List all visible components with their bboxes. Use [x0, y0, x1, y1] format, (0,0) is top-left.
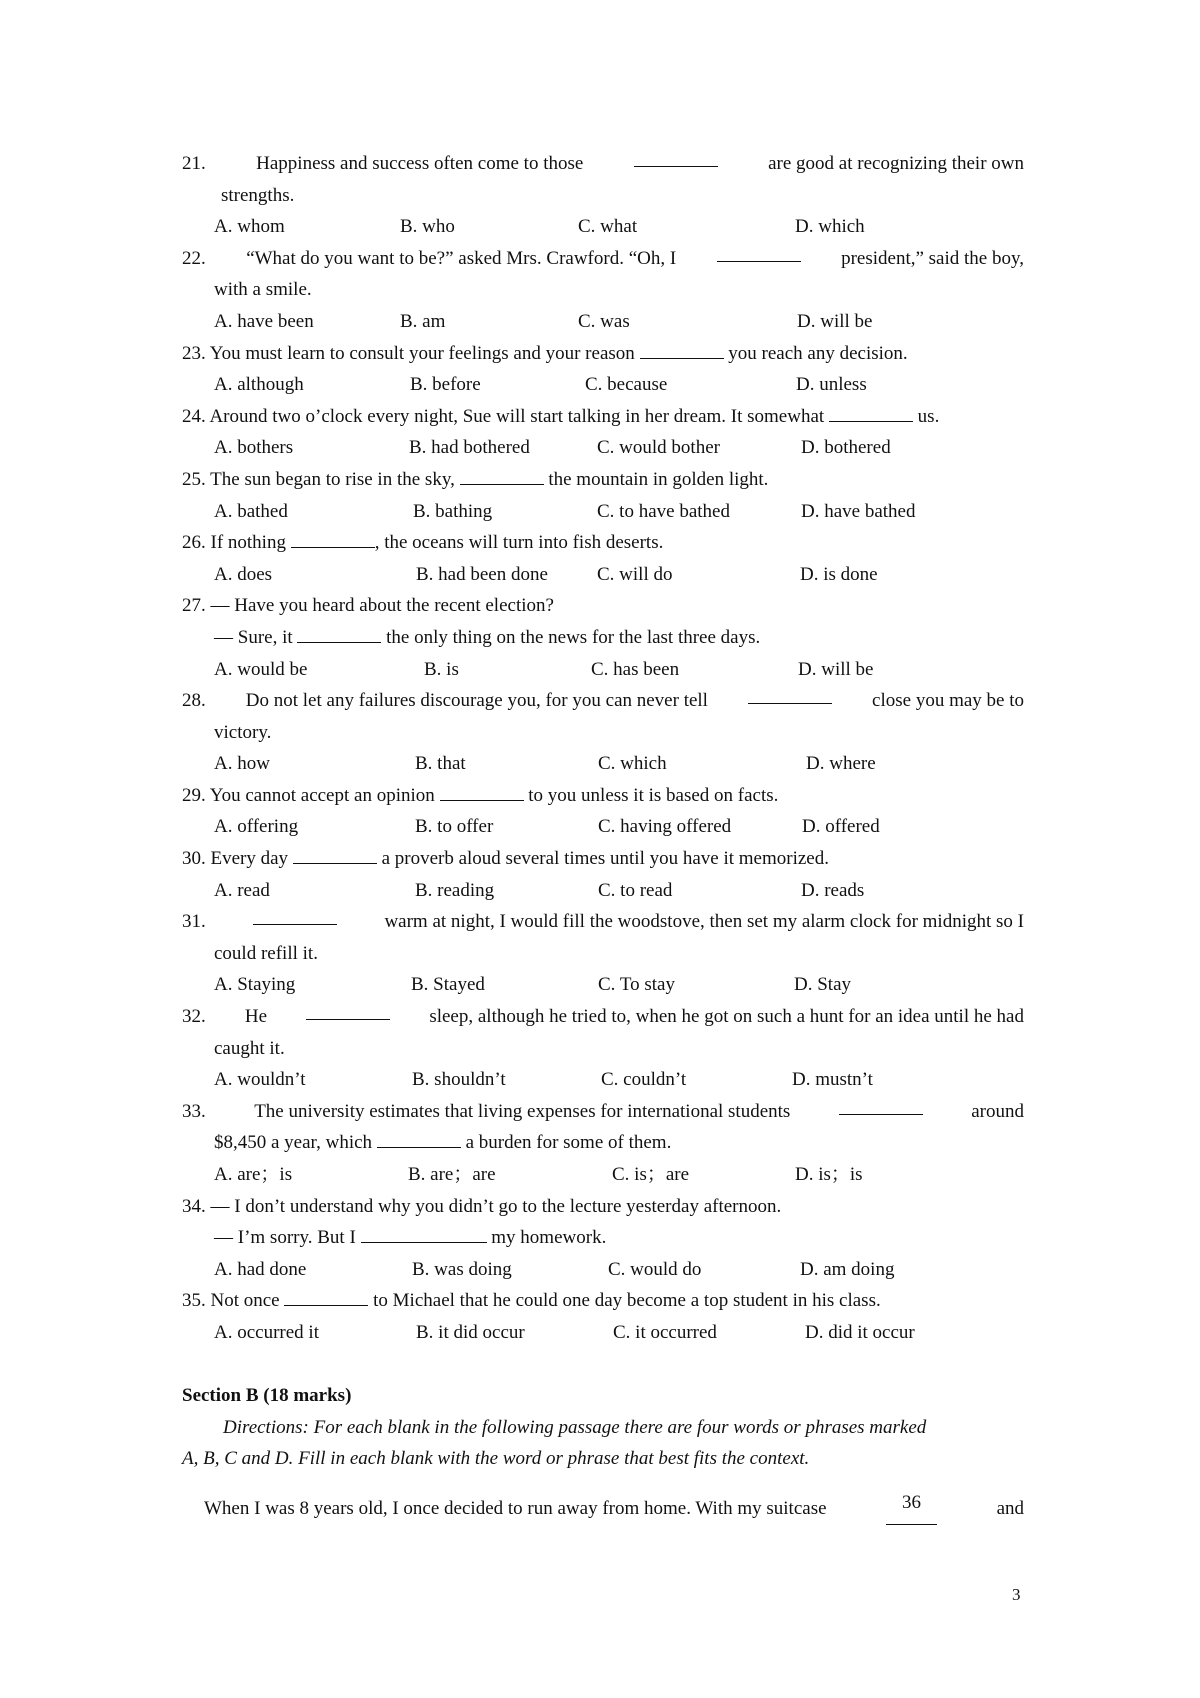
question-30-stem: 30. Every day a proverb aloud several times until you have it memorized.	[182, 843, 1024, 875]
question-24-options	[182, 432, 1024, 464]
option-c: C. to have bathed	[597, 500, 730, 522]
answer-blank	[291, 529, 375, 548]
question-23-options	[182, 369, 1024, 401]
question-22-options	[182, 306, 1024, 338]
section-b-title: Section B (18 marks)	[182, 1385, 352, 1407]
question-27-options	[182, 654, 1024, 686]
question-31-continuation: could refill it.	[214, 942, 318, 964]
option-d: D. is done	[800, 563, 878, 585]
option-d: D. reads	[801, 879, 865, 901]
option-c: C. to read	[598, 879, 673, 901]
option-d: D. Stay	[794, 974, 851, 996]
question-32-continuation: caught it.	[214, 1037, 285, 1059]
option-c: C. which	[598, 753, 667, 775]
section-b-directions-line2: A, B, C and D. Fill in each blank with the word or phrase that best fits the context.	[182, 1448, 810, 1470]
option-b: B. that	[415, 753, 466, 775]
question-28-continuation: victory.	[214, 721, 272, 743]
question-28-options	[182, 748, 1024, 780]
option-a: A. would be	[214, 658, 308, 680]
passage-blank-36: 36	[886, 1493, 937, 1525]
option-c: C. would do	[608, 1258, 702, 1280]
option-d: D. where	[806, 753, 876, 775]
question-31-options	[182, 969, 1024, 1001]
option-d: D. am doing	[800, 1258, 895, 1280]
question-33-options	[182, 1159, 1024, 1191]
option-d: D. have bathed	[801, 500, 916, 522]
option-c: C. was	[578, 310, 630, 332]
option-b: B. who	[400, 216, 455, 238]
answer-blank	[839, 1096, 923, 1115]
option-d: D. unless	[796, 374, 867, 396]
option-c: C. would bother	[597, 437, 720, 459]
option-d: D. will be	[797, 310, 873, 332]
option-a: A. had done	[214, 1258, 307, 1280]
question-21-options	[182, 211, 1024, 243]
option-a: A. offering	[214, 816, 299, 838]
option-d: D. will be	[798, 658, 874, 680]
option-b: B. Stayed	[411, 974, 485, 996]
option-b: B. was doing	[412, 1258, 512, 1280]
option-c: C. has been	[591, 658, 680, 680]
answer-blank	[717, 243, 801, 262]
question-24-stem: 24. Around two o’clock every night, Sue will start talking in her dream. It somewhat us.	[182, 401, 1024, 433]
question-29-stem: 29. You cannot accept an opinion to you unless it is based on facts.	[182, 780, 1024, 812]
option-a: A. whom	[214, 216, 285, 238]
option-a: A. are；is	[214, 1164, 293, 1185]
option-a: A. although	[214, 374, 304, 396]
option-b: B. had been done	[416, 563, 548, 585]
option-a: A. bathed	[214, 500, 288, 522]
question-30-options	[182, 875, 1024, 907]
section-b-directions-line1: Directions: For each blank in the following passage there are four words or phrases marked	[223, 1416, 927, 1438]
option-d: D. is；is	[795, 1164, 863, 1185]
option-b: B. to offer	[415, 816, 494, 838]
option-b: B. it did occur	[416, 1321, 525, 1343]
question-33-stem: 33. The university estimates that living expenses for international students around	[182, 1096, 1024, 1128]
question-25-options	[182, 496, 1024, 528]
question-27-stem: 27. — Have you heard about the recent election?	[182, 595, 554, 617]
answer-blank	[284, 1287, 368, 1306]
option-a: A. Staying	[214, 974, 296, 996]
question-23-stem: 23. You must learn to consult your feelings and your reason you reach any decision.	[182, 338, 1024, 370]
question-33-continuation: $8,450 a year, which a burden for some of them.	[182, 1127, 1024, 1159]
option-b: B. shouldn’t	[412, 1069, 506, 1091]
question-32-options	[182, 1064, 1024, 1096]
answer-blank	[460, 466, 544, 485]
answer-blank	[748, 685, 832, 704]
option-c: C. couldn’t	[601, 1069, 687, 1091]
question-31-stem: 31. warm at night, I would fill the woodstove, then set my alarm clock for midnight so I	[182, 906, 1024, 938]
passage-line-1: When I was 8 years old, I once decided to run away from home. With my suitcase 36 and	[182, 1493, 1024, 1525]
question-26-options	[182, 559, 1024, 591]
option-b: B. had bothered	[409, 437, 530, 459]
option-c: C. because	[585, 374, 668, 396]
option-d: D. mustn’t	[792, 1069, 873, 1091]
question-32-stem: 32. He sleep, although he tried to, when he got on such a hunt for an idea until he had	[182, 1001, 1024, 1033]
option-a: A. read	[214, 879, 270, 901]
question-35-stem: 35. Not once to Michael that he could one day become a top student in his class.	[182, 1285, 1024, 1317]
option-c: C. To stay	[598, 974, 675, 996]
option-b: B. before	[410, 374, 481, 396]
question-26-stem: 26. If nothing , the oceans will turn into fish deserts.	[182, 527, 1024, 559]
option-d: D. bothered	[801, 437, 891, 459]
option-c: C. it occurred	[613, 1321, 717, 1343]
page-number: 3	[1012, 1585, 1021, 1604]
option-a: A. occurred it	[214, 1321, 319, 1343]
option-d: D. which	[795, 216, 865, 238]
question-34-stem: 34. — I don’t understand why you didn’t go to the lecture yesterday afternoon.	[182, 1195, 782, 1217]
question-25-stem: 25. The sun began to rise in the sky, the mountain in golden light.	[182, 464, 1024, 496]
question-27-dialog-reply: — Sure, it the only thing on the news for the last three days.	[182, 622, 1024, 654]
question-21-continuation: strengths.	[221, 184, 295, 206]
answer-blank	[253, 906, 337, 925]
answer-blank	[634, 148, 718, 167]
question-34-dialog-reply: — I’m sorry. But I my homework.	[182, 1222, 1024, 1254]
option-b: B. is	[424, 658, 459, 680]
option-a: A. does	[214, 563, 273, 585]
option-a: A. have been	[214, 310, 314, 332]
question-29-options	[182, 811, 1024, 843]
option-c: C. having offered	[598, 816, 732, 838]
exam-page	[182, 148, 1024, 1525]
option-c: C. will do	[597, 563, 673, 585]
option-d: D. offered	[802, 816, 880, 838]
answer-blank	[377, 1129, 461, 1148]
answer-blank	[306, 1001, 390, 1020]
answer-blank	[297, 624, 381, 643]
option-a: A. wouldn’t	[214, 1069, 306, 1091]
option-a: A. bothers	[214, 437, 294, 459]
option-a: A. how	[214, 753, 270, 775]
question-22-continuation: with a smile.	[214, 279, 312, 301]
option-b: B. are；are	[408, 1164, 496, 1185]
option-d: D. did it occur	[805, 1321, 915, 1343]
answer-blank	[829, 403, 913, 422]
answer-blank	[361, 1224, 487, 1243]
question-21-stem: 21. Happiness and success often come to those are good at recognizing their own	[182, 148, 1024, 180]
option-b: B. reading	[415, 879, 495, 901]
option-b: B. bathing	[413, 500, 493, 522]
question-28-stem: 28. Do not let any failures discourage you, for you can never tell close you may be to	[182, 685, 1024, 717]
option-c: C. is；are	[612, 1164, 690, 1185]
question-22-stem: 22. “What do you want to be?” asked Mrs. Crawford. “Oh, I president,” said the boy,	[182, 243, 1024, 275]
option-b: B. am	[400, 310, 446, 332]
question-35-options	[182, 1317, 1024, 1349]
answer-blank	[640, 340, 724, 359]
answer-blank	[440, 782, 524, 801]
answer-blank	[293, 845, 377, 864]
question-34-options	[182, 1254, 1024, 1286]
option-c: C. what	[578, 216, 638, 238]
